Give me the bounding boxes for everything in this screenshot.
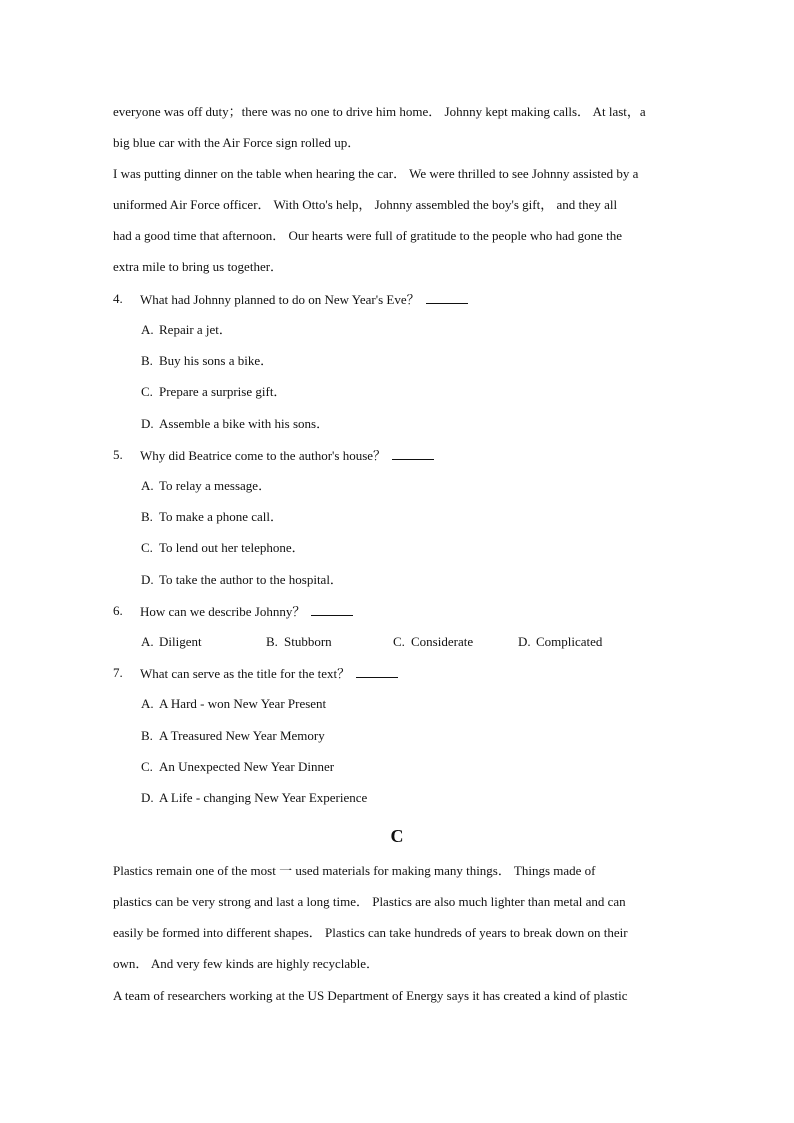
passage-line: easily be formed into different shapes． Plastics can take hundreds of years to break down on their [113, 925, 628, 940]
answer-blank[interactable] [392, 446, 434, 460]
passage-line: I was putting dinner on the table when hearing the car． We were thrilled to see Johnny assisted by a [113, 166, 639, 181]
passage-line: plastics can be very strong and last a long time． Plastics are also much lighter than metal and can [113, 894, 626, 909]
passage-line: own． And very few kinds are highly recyclable． [113, 956, 380, 971]
passage-line: everyone was off duty；there was no one to drive him home． Johnny kept making calls． At last，a [113, 104, 646, 119]
question-text: Why did Beatrice come to the author's house？ [140, 446, 434, 465]
question-number: 5. [113, 447, 123, 462]
question-text: How can we describe Johnny？ [140, 602, 353, 621]
answer-blank[interactable] [356, 664, 398, 678]
passage-line: big blue car with the Air Force sign rolled up． [113, 135, 361, 150]
option-b[interactable]: B. A Treasured New Year Memory [141, 728, 325, 743]
option-c[interactable]: C. Prepare a surprise gift． [141, 384, 287, 399]
answer-blank[interactable] [426, 290, 468, 304]
passage-line: A team of researchers working at the US Department of Energy says it has created a kind of plastic [113, 988, 628, 1003]
option-a[interactable]: A. To relay a message． [141, 478, 272, 493]
option-c[interactable]: C. Considerate [393, 634, 474, 649]
question-number: 7. [113, 665, 123, 680]
passage-line: Plastics remain one of the most 一 used materials for making many things． Things made of [113, 863, 596, 878]
question-number: 6. [113, 603, 123, 618]
option-c[interactable]: C. An Unexpected New Year Dinner [141, 759, 335, 774]
option-d[interactable]: D. Complicated [518, 634, 603, 649]
option-d[interactable]: D. To take the author to the hospital． [141, 572, 343, 587]
passage-line: extra mile to bring us together． [113, 259, 284, 274]
option-c[interactable]: C. To lend out her telephone． [141, 540, 305, 555]
option-b[interactable]: B. To make a phone call． [141, 509, 283, 524]
passage-line: had a good time that afternoon． Our hearts were full of gratitude to the people who had gone the [113, 228, 623, 243]
option-d[interactable]: D. Assemble a bike with his sons． [141, 416, 330, 431]
answer-blank[interactable] [311, 602, 353, 616]
option-d[interactable]: D. A Life - changing New Year Experience [141, 790, 368, 805]
option-a[interactable]: A. A Hard - won New Year Present [141, 696, 327, 711]
question-number: 4. [113, 291, 123, 306]
option-b[interactable]: B. Buy his sons a bike． [141, 353, 274, 368]
option-b[interactable]: B. Stubborn [266, 634, 332, 649]
question-text: What had Johnny planned to do on New Year's Eve？ [140, 290, 468, 309]
option-a[interactable]: A. Repair a jet． [141, 322, 232, 337]
passage-line: uniformed Air Force officer． With Otto's help， Johnny assembled the boy's gift， and they all [113, 197, 618, 212]
option-a[interactable]: A. Diligent [141, 634, 202, 649]
question-text: What can serve as the title for the text？ [140, 664, 398, 683]
section-heading: C [390, 826, 404, 846]
